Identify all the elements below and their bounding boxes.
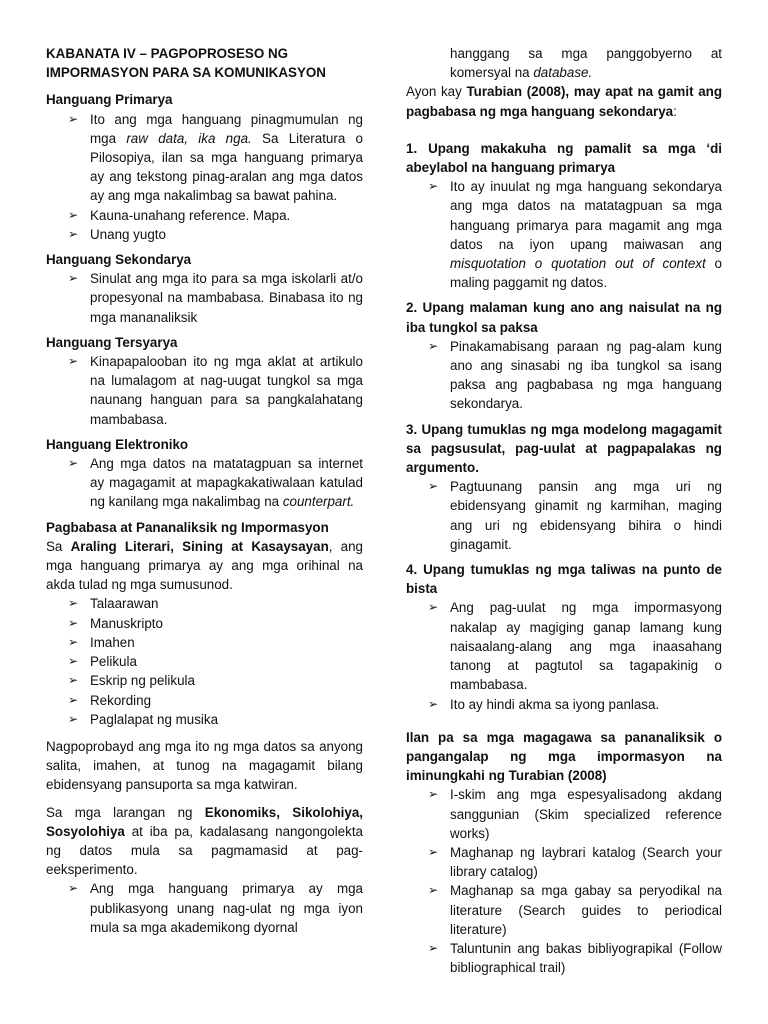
list-gamit-4: [406, 598, 722, 713]
list-sekondarya: [46, 269, 363, 327]
arrow-bullet-icon: ➢: [428, 883, 439, 898]
list-item: ➢ Maghanap sa mga gabay sa peryodikal na literature (Search guides to periodical literature): [428, 883, 722, 937]
list-tersyarya: [46, 352, 363, 429]
heading-sekondarya: Hanguang Sekondarya: [46, 252, 192, 268]
arrow-bullet-icon: ➢: [68, 654, 79, 669]
list-akda: [46, 594, 363, 728]
list-item: ➢ Ito ang mga hanguang pinagmumulan ng mga raw data, ika nga. Sa Literatura o Pilosopiya, ilan sa mga hanguang primarya ay ang tekstong pinag-aralan ang mga datos ay ang mga nakalimbag sa bawat pahina.: [68, 111, 364, 204]
list-item: ➢ Unang yugto: [46, 225, 363, 244]
right-column: [406, 44, 722, 977]
list-primarya: [46, 110, 363, 244]
arrow-bullet-icon: ➢: [68, 354, 79, 369]
arrow-bullet-icon: ➢: [68, 596, 79, 611]
heading-gamit-1: 1. Upang makakuha ng pamalit sa mga ‘di abeylabol na hanguang primarya: [406, 140, 722, 176]
left-column: [46, 44, 363, 937]
heading-elektroniko: Hanguang Elektroniko: [46, 436, 189, 452]
list-gamit-2: [406, 337, 722, 414]
list-item: ➢ Taluntunin ang bakas bibliyograpikal (Follow bibliographical trail): [428, 940, 722, 976]
list-item: ➢ Ang mga hanguang primarya ay mga publikasyong unang nag-ulat ng mga iyon mula sa mga akademikong dyornal: [68, 881, 363, 935]
list-item: ➢ Manuskripto: [46, 614, 363, 633]
chapter-title: KABANATA IV – PAGPOPROSESO NG IMPORMASYON PARA SA KOMUNIKASYON: [46, 46, 326, 81]
list-gamit-3: [406, 477, 722, 554]
list-item: ➢ Pinakamabisang paraan ng pag-alam kung ano ang sinasabi ng iba tungkol sa isang paksa ang pagbabasa ng mga hanguang sekondarya.: [428, 338, 722, 412]
arrow-bullet-icon: ➢: [428, 844, 439, 859]
arrow-bullet-icon: ➢: [68, 673, 79, 688]
list-elektroniko: [46, 454, 363, 512]
list-item: ➢ Kinapapalooban ito ng mga aklat at artikulo na lumalagom at nag-uugat tungkol sa mga naunang hanguan para sa pangkalahatang mambabasa.: [68, 354, 363, 427]
arrow-bullet-icon: ➢: [68, 456, 79, 471]
list-item: ➢ Pagtuunang pansin ang mga uri ng ebidensyang ginamit ng karmihan, maging ang uri ng ebidensyang bihira o hindi ginagamit.: [428, 479, 722, 552]
heading-gamit-3: 3. Upang tumuklas ng mga modelong magagamit sa pagsusulat, pag-uulat at pagpapalakas ng argumento.: [406, 421, 722, 476]
arrow-bullet-icon: ➢: [68, 271, 79, 286]
arrow-bullet-icon: ➢: [68, 711, 79, 726]
paragraph-larangan: Sa mga larangan ng Ekonomiks, Sikolohiya, Sosyolohiya at iba pa, kadalasang nangongolekta ng datos mula sa pagmamasid at pag-eeksperimento.: [46, 804, 363, 878]
list-item: ➢ Imahen: [46, 633, 363, 652]
arrow-bullet-icon: ➢: [428, 479, 439, 494]
heading-ilan-pa: Ilan pa sa mga magagawa sa pananaliksik o pangangalap ng mga impormasyon na iminungkahi ng Turabian (2008): [406, 729, 722, 784]
list-item: ➢ Ito ay inuulat ng mga hanguang sekondarya ang mga datos na matatagpuan sa mga hanguang primarya para magamit ang mga datos na iyon upang maiwasan ang misquotation o quotation out of context o maling paggamit ng datos.: [428, 179, 723, 291]
arrow-bullet-icon: ➢: [68, 615, 79, 630]
heading-tersyarya: Hanguang Tersyarya: [46, 334, 178, 350]
arrow-bullet-icon: ➢: [428, 696, 439, 711]
arrow-bullet-icon: ➢: [68, 111, 79, 126]
arrow-bullet-icon: ➢: [428, 179, 439, 194]
list-item: ➢ Paglalapat ng musika: [46, 710, 363, 729]
list-item: ➢ Ang pag-uulat ng mga impormasyong nakalap ay magiging ganap lamang kung naisaalang-alang ang mga inaasahang tanong at pagtutol sa tagapakinig o mambabasa.: [428, 600, 722, 693]
arrow-bullet-icon: ➢: [428, 787, 439, 802]
ayon-paragraph: Ayon kay Turabian (2008), may apat na gamit ang pagbabasa ng mga hanguang sekondarya:: [406, 84, 723, 119]
arrow-bullet-icon: ➢: [428, 600, 439, 615]
arrow-bullet-icon: ➢: [428, 940, 439, 955]
list-item: ➢ Rekording: [46, 691, 363, 710]
list-ilan-pa: [406, 785, 722, 977]
list-item: ➢ Eskrip ng pelikula: [46, 671, 363, 690]
list-item: ➢ Sinulat ang mga ito para sa mga iskolarli at/o propesyonal na mambabasa. Binabasa ito ng mga mananaliksik: [68, 271, 363, 325]
list-item: ➢ Ang mga datos na matatagpuan sa internet ay magagamit at mapagkakatiwalaan katulad ng kanilang mga nakalimbag na counterpart.: [68, 456, 363, 510]
arrow-bullet-icon: ➢: [68, 881, 79, 896]
list-item: ➢ Maghanap ng laybrari katalog (Search your library catalog): [428, 844, 722, 880]
list-item: ➢ Pelikula: [46, 652, 363, 671]
pagbabasa-intro: Sa Araling Literari, Sining at Kasaysayan, ang mga hanguang primarya ay ang mga orihinal na akda tulad ng mga sumusunod.: [46, 538, 363, 593]
arrow-bullet-icon: ➢: [68, 692, 79, 707]
heading-primarya: Hanguang Primarya: [46, 92, 173, 108]
heading-pagbabasa: Pagbabasa at Pananaliksik ng Impormasyon: [46, 519, 329, 535]
paragraph-nagpoprobayd: Nagpoprobayd ang mga ito ng mga datos sa anyong salita, imahen, at tunog na magagamit bilang ebidensyang pansuporta sa mga katwiran.: [46, 738, 363, 793]
arrow-bullet-icon: ➢: [428, 338, 439, 353]
list-gamit-1: [406, 177, 722, 292]
arrow-bullet-icon: ➢: [68, 226, 79, 241]
list-publikasyon: [46, 879, 363, 937]
list-item: ➢ Kauna-unahang reference. Mapa.: [46, 206, 363, 225]
continuation-text: hanggang sa mga panggobyerno at komersyal na database.: [450, 46, 722, 81]
heading-gamit-2: 2. Upang malaman kung ano ang naisulat na ng iba tungkol sa paksa: [406, 300, 722, 335]
list-item: ➢ I-skim ang mga espesyalisadong akdang sanggunian (Skim specialized reference works): [428, 787, 722, 841]
list-item: ➢ Ito ay hindi akma sa iyong panlasa.: [406, 695, 722, 714]
arrow-bullet-icon: ➢: [68, 634, 79, 649]
arrow-bullet-icon: ➢: [68, 207, 79, 222]
heading-gamit-4: 4. Upang tumuklas ng mga taliwas na punto de bista: [406, 562, 722, 597]
list-item: ➢ Talaarawan: [46, 594, 363, 613]
